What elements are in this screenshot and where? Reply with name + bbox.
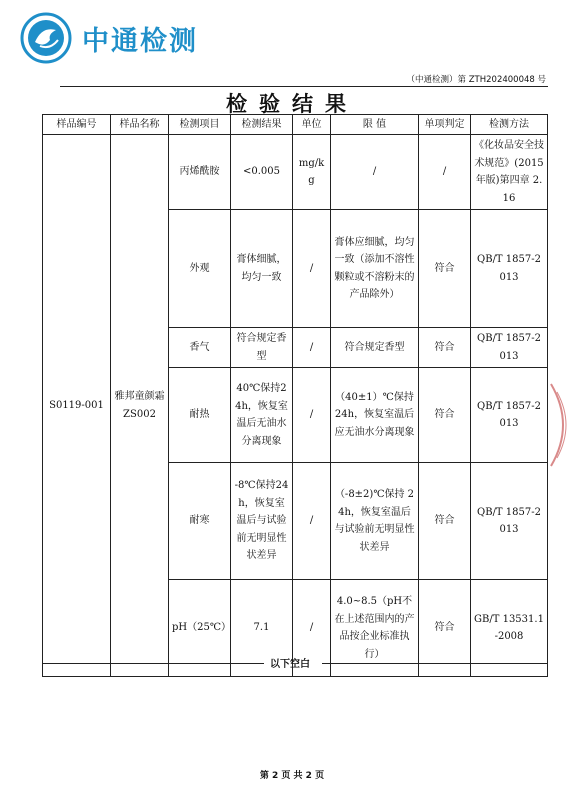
result-cell: 7.1 bbox=[231, 580, 293, 677]
verdict-cell: 符合 bbox=[419, 368, 471, 463]
item-cell: 耐热 bbox=[169, 368, 231, 463]
limit-cell: 符合规定香型 bbox=[331, 328, 419, 368]
result-cell: 符合规定香型 bbox=[231, 328, 293, 368]
verdict-cell: 符合 bbox=[419, 463, 471, 580]
verdict-cell: 符合 bbox=[419, 210, 471, 328]
method-cell: QB/T 1857-2013 bbox=[471, 328, 548, 368]
col-header-item: 检测项目 bbox=[169, 115, 231, 135]
limit-cell: （-8±2)℃保持 24h，恢复室温后与试验前无明显性状差异 bbox=[331, 463, 419, 580]
limit-cell: 膏体应细腻，均匀一致（添加不溶性颗粒或不溶粉末的产品除外） bbox=[331, 210, 419, 328]
results-table bbox=[42, 114, 548, 677]
verdict-cell: 符合 bbox=[419, 328, 471, 368]
method-cell: QB/T 1857-2013 bbox=[471, 463, 548, 580]
unit-cell: mg/kg bbox=[293, 135, 331, 210]
col-header-method: 检测方法 bbox=[471, 115, 548, 135]
limit-cell: / bbox=[331, 135, 419, 210]
company-seal-icon bbox=[20, 12, 72, 64]
item-cell: pH（25℃） bbox=[169, 580, 231, 677]
table-header-row bbox=[43, 115, 548, 135]
col-header-sample-id: 样品编号 bbox=[43, 115, 111, 135]
verdict-cell: 符合 bbox=[419, 580, 471, 677]
result-cell: 膏体细腻，均匀一致 bbox=[231, 210, 293, 328]
red-stamp-fragment bbox=[545, 380, 579, 470]
limit-cell: （40±1）℃保持 24h，恢复室温后应无油水分离现象 bbox=[331, 368, 419, 463]
result-cell: 40℃保持24h，恢复室温后无油水分离现象 bbox=[231, 368, 293, 463]
table-row bbox=[43, 135, 548, 210]
report-number: （中通检测）第 ZTH202400048 号 bbox=[406, 75, 546, 85]
item-cell: 外观 bbox=[169, 210, 231, 328]
unit-cell: / bbox=[293, 580, 331, 677]
item-cell: 耐寒 bbox=[169, 463, 231, 580]
company-logo bbox=[20, 12, 198, 64]
unit-cell: / bbox=[293, 210, 331, 328]
unit-cell: / bbox=[293, 328, 331, 368]
method-cell: QB/T 1857-2013 bbox=[471, 368, 548, 463]
method-cell: QB/T 1857-2013 bbox=[471, 210, 548, 328]
col-header-unit: 单位 bbox=[293, 115, 331, 135]
logo-text: 中通检测 bbox=[82, 25, 198, 57]
item-cell: 香气 bbox=[169, 328, 231, 368]
blank-rule-right bbox=[322, 663, 547, 665]
blank-rule-left bbox=[42, 663, 264, 665]
blank-marker: 以下空白 bbox=[270, 659, 310, 670]
page-title: 检验结果 bbox=[226, 92, 358, 116]
item-cell: 丙烯酰胺 bbox=[169, 135, 231, 210]
unit-cell: / bbox=[293, 368, 331, 463]
header-rule bbox=[60, 86, 548, 87]
col-header-verdict: 单项判定 bbox=[419, 115, 471, 135]
sample-name-cell: 雅邦童颜霜 ZS002 bbox=[111, 135, 169, 677]
method-cell: 《化妆品安全技术规范》(2015 年版)第四章 2.16 bbox=[471, 135, 548, 210]
verdict-cell: / bbox=[419, 135, 471, 210]
col-header-result: 检测结果 bbox=[231, 115, 293, 135]
unit-cell: / bbox=[293, 463, 331, 580]
col-header-sample-name: 样品名称 bbox=[111, 115, 169, 135]
page-footer: 第 2 页 共 2 页 bbox=[259, 771, 325, 781]
result-cell: <0.005 bbox=[231, 135, 293, 210]
limit-cell: 4.0~8.5（pH不在上述范围内的产品按企业标准执行） bbox=[331, 580, 419, 677]
col-header-limit: 限 值 bbox=[331, 115, 419, 135]
result-cell: -8℃保持24h，恢复室温后与试验前无明显性状差异 bbox=[231, 463, 293, 580]
sample-id-cell: S0119-001 bbox=[43, 135, 111, 677]
method-cell: GB/T 13531.1-2008 bbox=[471, 580, 548, 677]
